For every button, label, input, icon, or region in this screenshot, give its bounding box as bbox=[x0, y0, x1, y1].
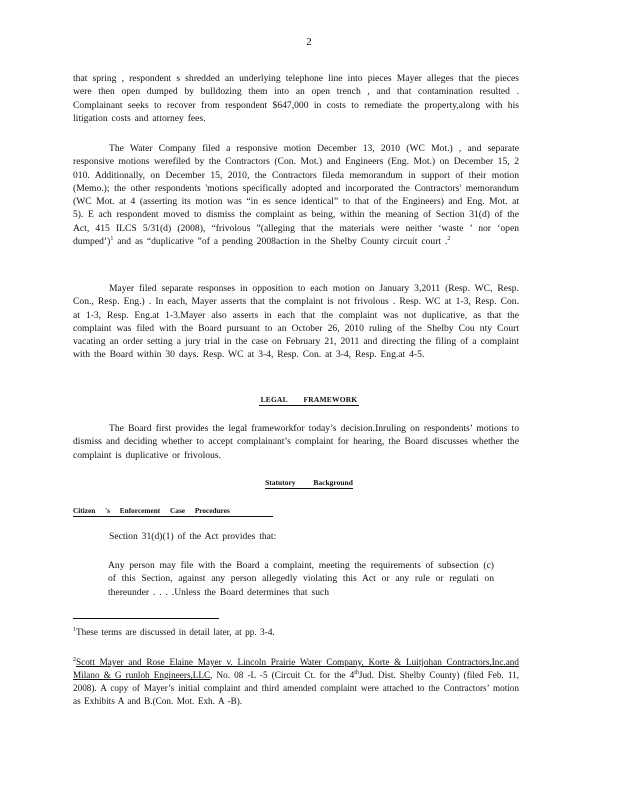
paragraph-responsive-motions bbox=[73, 142, 519, 248]
subheading-citizens-enforcement: Citizen 's Enforcement Case Procedures bbox=[73, 506, 273, 517]
footnote-ref-2[interactable]: 2 bbox=[447, 235, 451, 242]
legal-framework-label: LEGAL FRAMEWORK bbox=[260, 395, 358, 404]
footnote-1 bbox=[73, 626, 519, 639]
footnote-2-case-name: Scott Mayer and Rose Elaine Mayer v. Lincoln Prairie Water Company, Korte & Luitjohan Contractors,Inc.and Milano & G runloh Engineers,LLC bbox=[73, 657, 519, 680]
footnote-2-ordinal: th bbox=[354, 669, 359, 676]
paragraph-section-31: Section 31(d)(1) of the Act provides that: bbox=[109, 531, 277, 542]
footnote-1-mark: 1 bbox=[73, 626, 76, 633]
footnote-2-mark: 2 bbox=[73, 656, 76, 663]
section-heading-legal-framework bbox=[0, 395, 618, 404]
footnote-2 bbox=[73, 656, 519, 708]
paragraph-mayer-responses: Mayer filed separate responses in opposition to each motion on January 3,2011 (Resp. WC, Resp. Con., Resp. Eng.) . In each, Mayer asserts that the complaint is not frivolous . Resp. WC at 1-3, Resp. Con. at 1-3, Resp. Eng.at 1-3.Mayer also asserts in each that the complaint was not duplicative, as that the complaint was filed with the Board pursuant to an October 26, 2010 ruling of the Shelby Cou nty Court vacating an order setting a jury trial in the case on February 21, 2011 and directing the filing of a complaint with the Board within 30 days. Resp. WC at 3-4, Resp. Con. at 3-4, Resp. Eng.at 4-5. bbox=[73, 283, 519, 361]
page-number: 2 bbox=[306, 36, 312, 48]
paragraph-board-framework: The Board first provides the legal frameworkfor today’s decision.Inruling on respondents’ motions to dismiss and deciding whether to accept complainant’s complaint for hearing, the Board discusses whether the complaint is duplicative or frivolous. bbox=[73, 423, 519, 461]
footnote-ref-1[interactable]: 1 bbox=[110, 235, 114, 242]
paragraph-motions-text: The Water Company filed a responsive motion December 13, 2010 (WC Mot.) , and separate responsive motions werefiled by the Contractors (Con. Mot.) and Engineers (Eng. Mot.) on December 15, 2 010. Additionally, on December 15, 2010, the Contractors fileda memorandum in support of their motion (Memo.); the other respondents 'motions specifically adopted and incorporated the Contractors' memorandum (WC Mot. at 4 (asserting its motion was “in es sence identical” to that of the Engineers) and Eng. Mot. at 5). E ach respondent moved to dismiss the complaint as being, within the meaning of Section 31(d) of the Act, 415 ILCS 5/31(d) (2008), “frivolous ”(alleging that the materials were neither ‘waste ’ nor ‘open dumped’) bbox=[73, 143, 519, 248]
block-quote-statute: Any person may file with the Board a complaint, meeting the requirements of subsection (c) of this Section, against any person allegedly violating this Act or any rule or regulati on thereunder . . . .Unless the Board determines that such bbox=[108, 560, 494, 598]
footnote-separator bbox=[73, 618, 219, 619]
paragraph-motions-text-2: and as “duplicative ”of a pending 2008action in the Shelby County circuit court . bbox=[117, 236, 448, 248]
statutory-background-label: Statutory Background bbox=[265, 478, 353, 487]
footnote-2-cite-a: , No. 08 -L -5 (Circuit Ct. for the 4 bbox=[210, 670, 355, 680]
subheading-statutory-background bbox=[0, 478, 618, 487]
paragraph-damage-claim: that spring , respondent s shredded an underlying telephone line into pieces Mayer alleges that the pieces were then open dumped by bulldozing them into an open trench , and that contamination resulted . Complainant seeks to recover from respondent $647,000 in costs to remediate the property,along with his litigation costs and attorney fees. bbox=[73, 73, 519, 124]
footnote-1-text: These terms are discussed in detail later, at pp. 3-4. bbox=[76, 627, 275, 637]
footnote-2-cite-b: Jud. Dist. Shelby County) (filed Feb. 11, 2008). A copy of Mayer’s initial complaint and third amended complaint were attached to the Contractors’ motion as Exhibits A and B.(Con. Mot. Exh. A -B). bbox=[73, 670, 519, 706]
